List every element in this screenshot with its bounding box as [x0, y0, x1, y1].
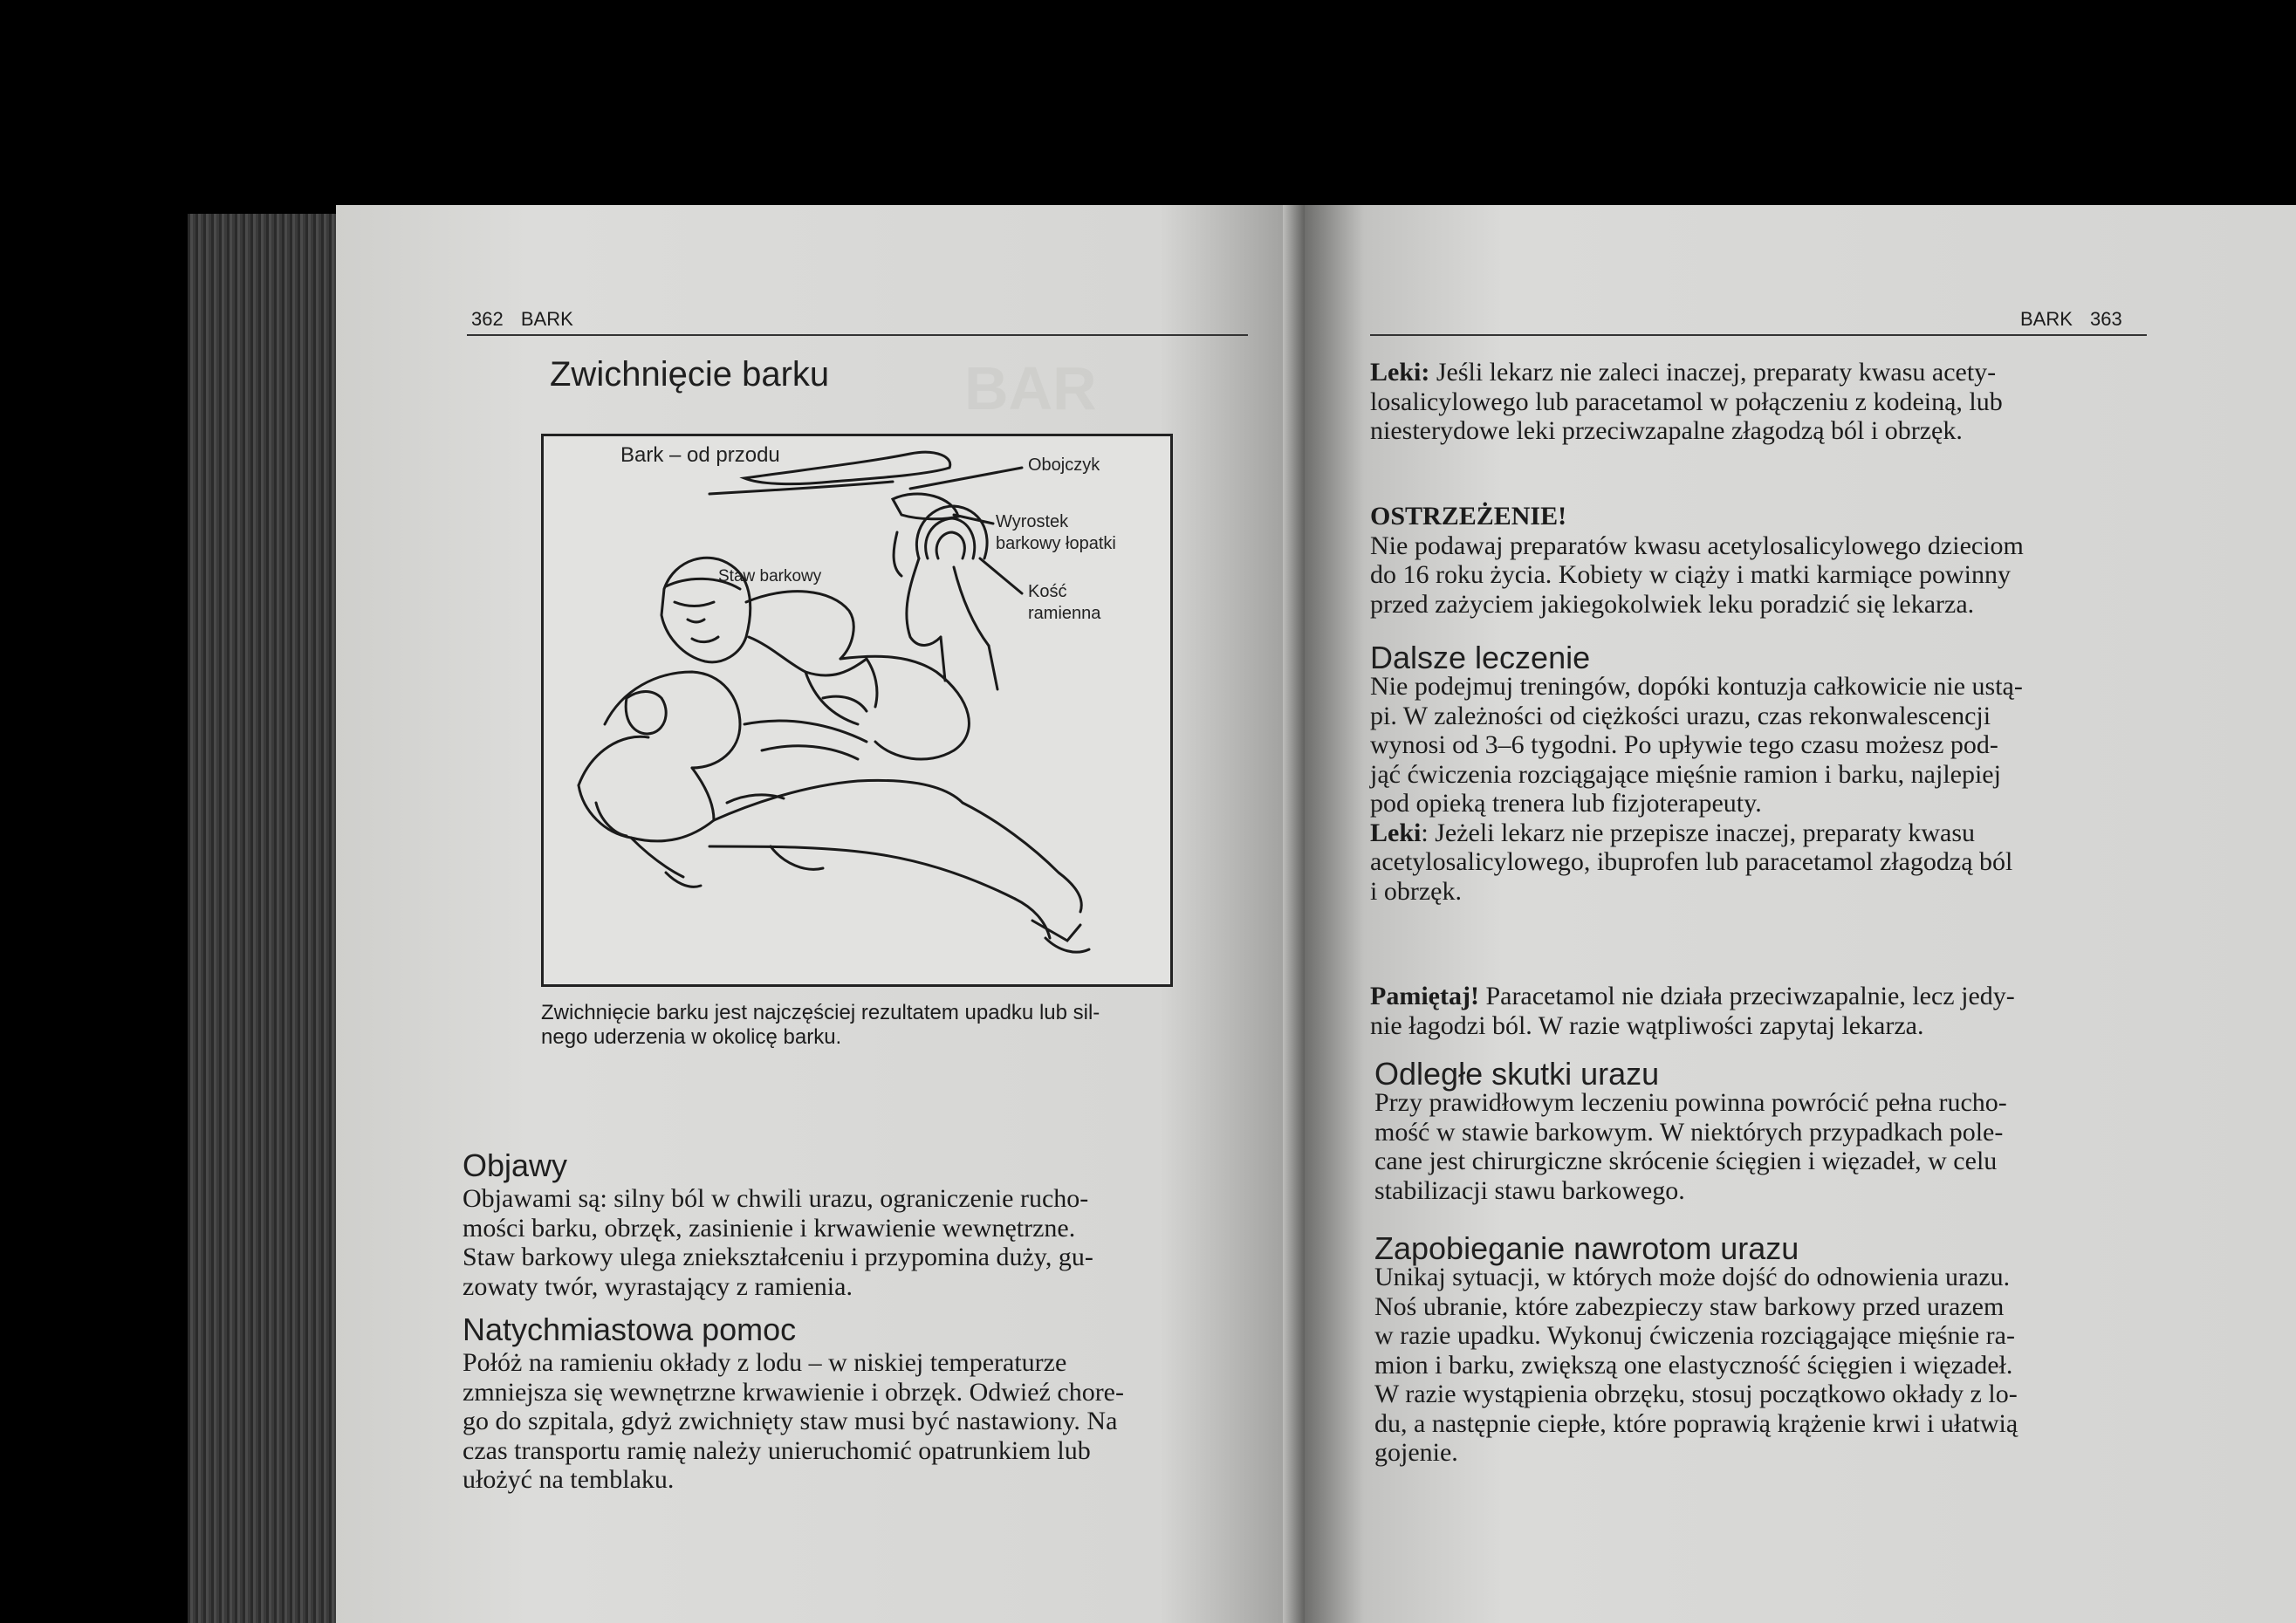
left-running-head — [471, 308, 573, 331]
first-aid-heading: Natychmiastowa pomoc — [463, 1311, 797, 1347]
right-page — [1305, 205, 2296, 1623]
symptoms-heading: Objawy — [463, 1147, 568, 1183]
label-acromion-1: Wyrostek — [996, 512, 1069, 531]
text-line: pod opieką trenera lub fizjoterapeuty. — [1370, 789, 1762, 818]
text-line: acetylosalicylowego, ibuprofen lub paracetamol złagodzą ból — [1370, 847, 2013, 876]
left-header-rule — [467, 334, 1248, 336]
text-line: Objawami są: silny ból w chwili urazu, ograniczenie rucho- — [463, 1184, 1089, 1213]
warning-box — [1370, 502, 2147, 619]
prevention-heading: Zapobieganie nawrotom urazu — [1374, 1230, 1799, 1266]
right-section-name: BARK — [2020, 308, 2073, 330]
text-line: Nie podejmuj treningów, dopóki kontuzja całkowicie nie ustą- — [1370, 672, 2023, 701]
caption-line: nego uderzenia w okolicę barku. — [541, 1025, 842, 1049]
text-line: go do szpitala, gdyż zwichnięty staw musi być nastawiony. Na — [463, 1407, 1118, 1435]
long-term-text — [1374, 1088, 2151, 1205]
drugs-label: Leki — [1370, 818, 1422, 847]
text-line: ułożyć na temblaku. — [463, 1465, 675, 1494]
text-line: gojenie. — [1374, 1438, 1458, 1467]
wrestlers-drawing — [544, 436, 1170, 984]
symptoms-text — [463, 1184, 1239, 1301]
left-page: BAR 362 BARK Zwichnięcie barku Bark – od przodu Obojczyk Wyrostek barkowy łopatki Staw barkowy Kość ramienna Zwichnięcie barku jest najczęściej rezultatem upadku lub sil- nego uderzenia w okolicę barku. Objawy Objawami są: silny ból w chwili urazu, ograniczenie rucho- mości barku, obrzęk, zasinienie i krwawienie wewnętrzne. Staw barkowy ulega zniekształceniu i przypomina duży, gu- zowaty twór, wyrastający z ramienia. Natychmiastowa pomoc Połóż na ramieniu okłady z lodu – w niskiej temperaturze zmniejsza się wewnętrzne krwawienie i obrzęk. Odwieź chore- go do szpitala, gdyż zwichnięty staw musi być nastawiony. Na czas transportu ramię należy unieruchomić opatrunkiem lub ułożyć na temblaku. — [336, 205, 1305, 1623]
text-line: Nie podawaj preparatów kwasu acetylosalicylowego dzieciom — [1370, 531, 2024, 560]
text-line: niesterydowe leki przeciwzapalne złagodzą ból i obrzęk. — [1370, 416, 1963, 445]
text-line: Jeśli lekarz nie zaleci inaczej, preparaty kwasu acety- — [1436, 358, 1997, 387]
text-line: cane jest chirurgiczne skrócenie ścięgien i więzadeł, w celu — [1374, 1147, 1998, 1175]
text-line: Przy prawidłowym leczeniu powinna powrócić pełna rucho- — [1374, 1088, 2007, 1117]
text-line: Połóż na ramieniu okłady z lodu – w niskiej temperaturze — [463, 1348, 1067, 1377]
text-line: : Jeżeli lekarz nie przepisze inaczej, preparaty kwasu — [1421, 818, 1976, 847]
label-humerus-1: Kość — [1028, 582, 1067, 601]
label-clavicle: Obojczyk — [1028, 455, 1100, 475]
shoulder-illustration — [541, 434, 1173, 987]
text-line: przed zażyciem jakiegokolwiek leku poradzić się lekarza. — [1370, 589, 1975, 619]
right-header-rule — [1370, 334, 2147, 336]
drugs-label: Leki: — [1370, 358, 1430, 387]
left-section-name: BARK — [520, 308, 573, 330]
text-line: jąć ćwiczenia rozciągające mięśnie ramion i barku, najlepiej — [1370, 759, 2001, 789]
figure-caption — [541, 1001, 1100, 1050]
label-acromion-2: barkowy łopatki — [996, 534, 1116, 553]
caption-line: Zwichnięcie barku jest najczęściej rezultatem upadku lub sil- — [541, 1001, 1100, 1024]
figure-heading: Bark – od przodu — [620, 443, 780, 467]
text-line: losalicylowego lub paracetamol w połączeniu z kodeiną, lub — [1370, 387, 2003, 416]
page-title: Zwichnięcie barku — [550, 355, 830, 394]
text-line: Staw barkowy ulega zniekształceniu i przypomina duży, gu- — [463, 1243, 1093, 1271]
book-page-edges — [188, 214, 336, 1623]
text-line: czas transportu ramię należy unieruchomić opatrunkiem lub — [463, 1435, 1091, 1465]
remember-note — [1370, 982, 2147, 1040]
text-line: mości barku, obrzęk, zasinienie i krwawienie wewnętrzne. — [463, 1213, 1076, 1243]
text-line: Noś ubranie, które zabezpieczy staw barkowy przed urazem — [1374, 1291, 2005, 1321]
text-line: Paracetamol nie działa przeciwzapalnie, lecz jedy- — [1478, 982, 2015, 1010]
prevention-text — [1374, 1263, 2151, 1468]
remember-label: Pamiętaj! — [1370, 982, 1479, 1010]
text-line: i obrzęk. — [1370, 876, 1462, 906]
further-treatment-heading: Dalsze leczenie — [1370, 640, 1591, 675]
right-page-number: 363 — [2090, 308, 2122, 330]
text-line: wynosi od 3–6 tygodni. Po upływie tego czasu możesz pod- — [1370, 730, 1998, 759]
text-line: zowaty twór, wyrastający z ramienia. — [463, 1271, 853, 1301]
further-treatment-text — [1370, 672, 2147, 906]
text-line: w razie upadku. Wykonuj ćwiczenia rozciągające mięśnie ra- — [1374, 1321, 2015, 1350]
text-line: nie łagodzi ból. W razie wątpliwości zapytaj lekarza. — [1370, 1010, 1924, 1040]
text-line: pi. W zależności od ciężkości urazu, czas rekonwalescencji — [1370, 701, 1991, 730]
text-line: mość w stawie barkowym. W niektórych przypadkach pole- — [1374, 1117, 2004, 1147]
first-aid-text — [463, 1348, 1239, 1495]
text-line: do 16 roku życia. Kobiety w ciąży i matki karmiące powinny — [1370, 560, 2011, 589]
label-humerus-2: ramienna — [1028, 604, 1101, 623]
long-term-heading: Odległe skutki urazu — [1374, 1056, 1660, 1092]
text-line: zmniejsza się wewnętrzne krwawienie i obrzęk. Odwieź chore- — [463, 1377, 1124, 1407]
text-line: mion i barku, zwiększą one elastyczność ścięgien i więzadeł. — [1374, 1350, 2013, 1380]
text-line: Unikaj sytuacji, w których może dojść do odnowienia urazu. — [1374, 1263, 2011, 1291]
drugs-paragraph-1 — [1370, 358, 2147, 446]
right-running-head — [2020, 308, 2122, 331]
text-line: stabilizacji stawu barkowego. — [1374, 1175, 1685, 1205]
warning-heading: OSTRZEŻENIE! — [1370, 502, 1567, 531]
text-line: du, a następnie ciepłe, które poprawią krążenie krwi i ułatwią — [1374, 1408, 2018, 1438]
label-shoulder-joint: Staw barkowy — [718, 567, 822, 586]
left-page-number: 362 — [471, 308, 504, 330]
text-line: W razie wystąpienia obrzęku, stosuj początkowo okłady z lo- — [1374, 1380, 2018, 1408]
